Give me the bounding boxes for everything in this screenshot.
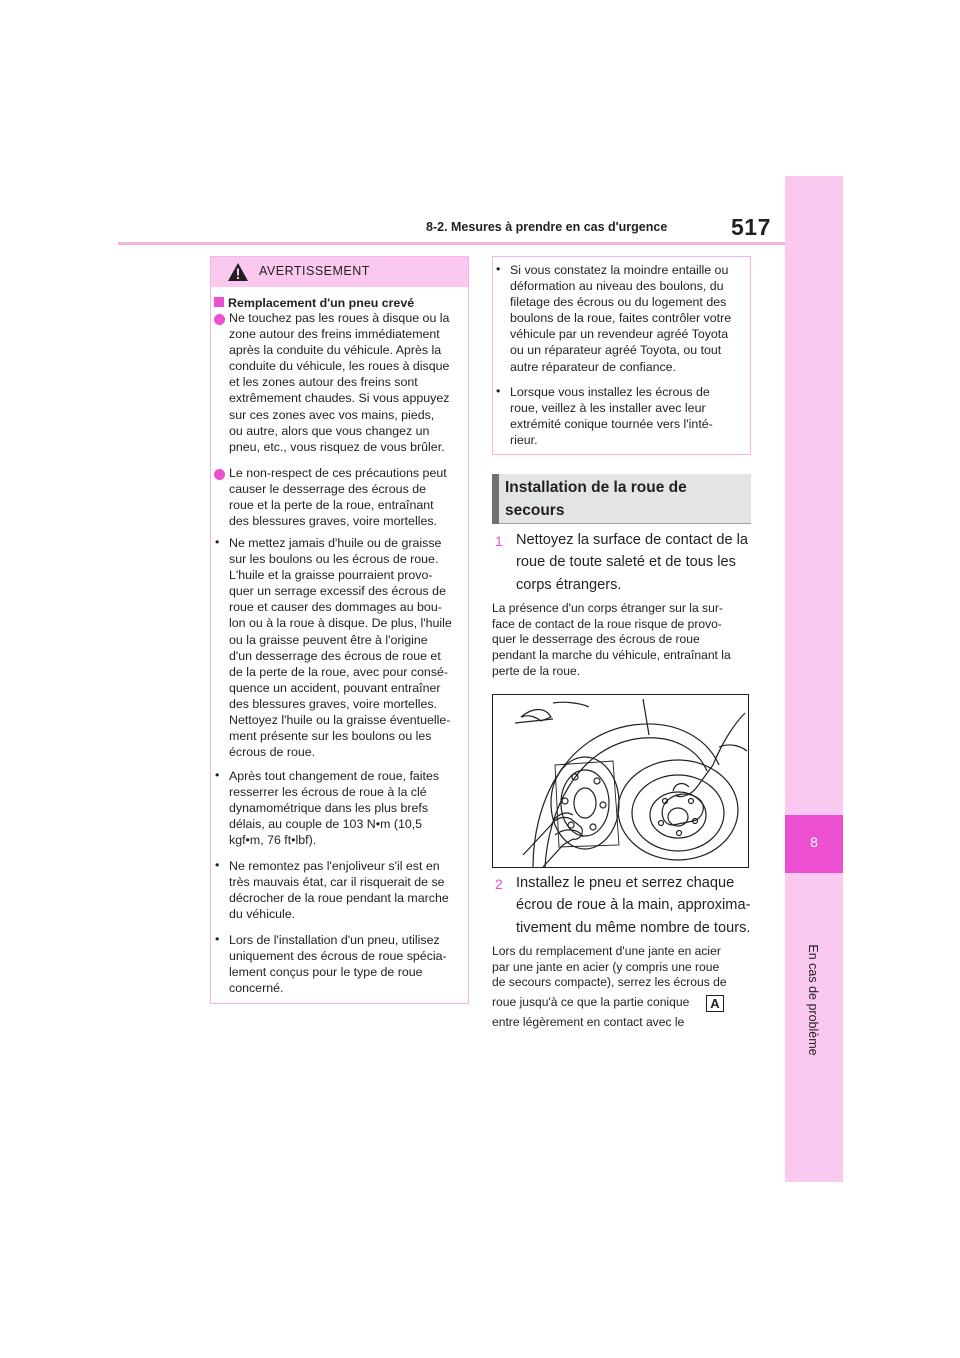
warning-bullet-item (229, 858, 449, 922)
text-line: Ne touchez pas les roues à disque ou la (229, 311, 450, 325)
text-line: pneu, etc., vous risquez de vous brûler. (229, 439, 445, 454)
text-line: décrocher de la roue pendant la marche (229, 891, 449, 906)
text-line: zone autour des freins immédiatement (229, 327, 440, 342)
text-line: après la conduite du véhicule. Après la (229, 343, 442, 358)
text-line: sur ces zones avec vos mains, pieds, (229, 407, 435, 422)
header-rule (118, 242, 786, 245)
text-line: La présence d'un corps étranger sur la sur- (492, 601, 723, 615)
text-line: causer le desserrage des écrous de (229, 482, 426, 497)
section-heading (505, 476, 735, 522)
text-line: pendant la marche du véhicule, entraînant la (492, 648, 731, 663)
text-line: déformation au niveau des boulons, du (510, 279, 724, 294)
text-line: et les zones autour des freins sont (229, 375, 418, 390)
text-line: roue et causer des dommages au bou- (229, 600, 442, 615)
section-heading-accent (492, 474, 499, 524)
text-line: lon ou à la roue à disque. De plus, l'huile (229, 616, 452, 631)
text-line: entre légèrement en contact avec le (492, 1014, 685, 1029)
text-line: Nettoyez la surface de contact de la (516, 532, 749, 548)
text-line: Le non-respect de ces précautions peut (229, 466, 447, 480)
text-line: Si vous constatez la moindre entaille ou (510, 263, 729, 277)
text-line: extrémité conique tournée vers l'inté- (510, 417, 713, 432)
text-line: concerné. (229, 981, 284, 996)
warning-dot-item (229, 310, 449, 455)
text-line: Après tout changement de roue, faites (229, 769, 440, 783)
bullet-icon: • (215, 535, 220, 549)
warning-heading: Remplacement d'un pneu crevé (214, 295, 414, 311)
step-1-note (492, 601, 731, 680)
square-bullet-icon (214, 297, 224, 307)
warning-triangle-icon (227, 262, 249, 282)
warning-title: AVERTISSEMENT (259, 264, 370, 278)
bullet-icon: • (496, 262, 501, 276)
bullet-icon: • (215, 768, 220, 782)
step-2-note (492, 944, 727, 1031)
text-line: écrous de roue. (229, 745, 316, 760)
text-line: filetage des écrous ou du logement des (510, 295, 727, 310)
step-1-number: 1 (495, 533, 503, 549)
text-line: de secours compacte), serrez les écrous de (492, 975, 727, 990)
text-line: boulons de la roue, faites contrôler votre (510, 311, 732, 326)
text-line: quence un accident, pouvant entraîner (229, 680, 441, 695)
text-line: des blessures graves, voire mortelles. (229, 696, 437, 711)
bullet-icon: • (496, 384, 501, 398)
wheel-cleaning-illustration (492, 694, 749, 868)
text-line: dynamométrique dans les plus brefs (229, 801, 429, 816)
text-line: Ne remontez pas l'enjoliveur s'il est en (229, 859, 440, 873)
text-line: roue jusqu'à ce que la partie conique (492, 995, 690, 1010)
text-line: quer le desserrage des écrous de roue (492, 632, 700, 647)
text-line: écrou de roue à la main, approxima- (516, 897, 751, 914)
text-line: roue et la perte de la roue, entraînant (229, 498, 434, 513)
bullet-icon: • (215, 858, 220, 872)
text-line: du véhicule. (229, 907, 296, 922)
text-line: Installez le pneu et serrez chaque (516, 875, 735, 891)
text-line: lement conçus pour le type de roue (229, 965, 423, 980)
text-line: Lorsque vous installez les écrous de (510, 385, 710, 399)
text-line: corps étrangers. (516, 576, 622, 593)
text-line: rieur. (510, 433, 538, 448)
chapter-title: En cas de problème (806, 944, 820, 1056)
text-line: kgf•m, 76 ft•lbf). (229, 833, 317, 848)
text-line: ou autre, alors que vous changez un (229, 423, 430, 438)
wheel-cleaning-drawing (493, 695, 748, 867)
warning-bullet-item (229, 932, 447, 996)
warning-dot-item (229, 465, 447, 529)
caution-bullet-item (510, 262, 731, 375)
text-line: véhicule par un revendeur agréé Toyota (510, 327, 729, 342)
warning-bullet-item (229, 768, 439, 848)
text-line: face de contact de la roue risque de provo- (492, 616, 722, 631)
text-line: Lors de l'installation d'un pneu, utilisez (229, 933, 440, 947)
text-line: d'un desserrage des écrous de roue et (229, 648, 441, 663)
chapter-number: 8 (810, 834, 818, 850)
text-line: roue de toute saleté et de tous les (516, 554, 736, 571)
caution-bullet-item (510, 384, 713, 448)
text-line: des blessures graves, voire mortelles. (229, 514, 437, 529)
text-line: roue, veillez à les installer avec leur (510, 401, 706, 416)
text-line: de la perte de la roue, avec pour consé- (229, 664, 449, 679)
page-number: 517 (731, 214, 771, 240)
text-line: autre réparateur de confiance. (510, 359, 677, 374)
text-line: conduite du véhicule, les roues à disque (229, 359, 450, 374)
text-line: perte de la roue. (492, 663, 581, 678)
text-line: uniquement des écrous de roue spécia- (229, 949, 447, 964)
text-line: ou la graisse peuvent être à l'origine (229, 632, 428, 647)
part-a-label: A (706, 995, 724, 1012)
step-2-text (516, 872, 750, 939)
text-line: ou un réparateur agréé Toyota, ou tout (510, 343, 722, 358)
step-1-text (516, 529, 748, 596)
text-line: Ne mettez jamais d'huile ou de graisse (229, 536, 442, 550)
step-2-number: 2 (495, 876, 503, 892)
text-line: secours (505, 502, 565, 519)
text-line: Nettoyez l'huile ou la graisse éventuelle- (229, 713, 451, 728)
text-line: sur les boulons ou les écrous de roue. (229, 552, 439, 567)
text-line: resserrer les écrous de roue à la clé (229, 785, 427, 800)
text-line: très mauvais état, car il risquerait de se (229, 875, 445, 890)
section-title: 8-2. Mesures à prendre en cas d'urgence (426, 220, 668, 234)
dot-bullet-icon (214, 314, 225, 325)
warning-bullet-item (229, 535, 452, 760)
dot-bullet-icon (214, 469, 225, 480)
text-line: Lors du remplacement d'une jante en acier (492, 944, 721, 958)
text-line: Installation de la roue de (505, 479, 687, 496)
text-line: extrêmement chaudes. Si vous appuyez (229, 391, 450, 406)
bullet-icon: • (215, 932, 220, 946)
text-line: ment présente sur les boulons ou les (229, 729, 432, 744)
text-line: L'huile et la graisse pourraient provo- (229, 568, 433, 583)
text-line: par une jante en acier (y compris une roue (492, 959, 720, 974)
text-line: délais, au couple de 103 N•m (10,5 (229, 817, 423, 832)
text-line: quer un serrage excessif des écrous de (229, 584, 446, 599)
text-line: tivement du même nombre de tours. (516, 919, 751, 936)
